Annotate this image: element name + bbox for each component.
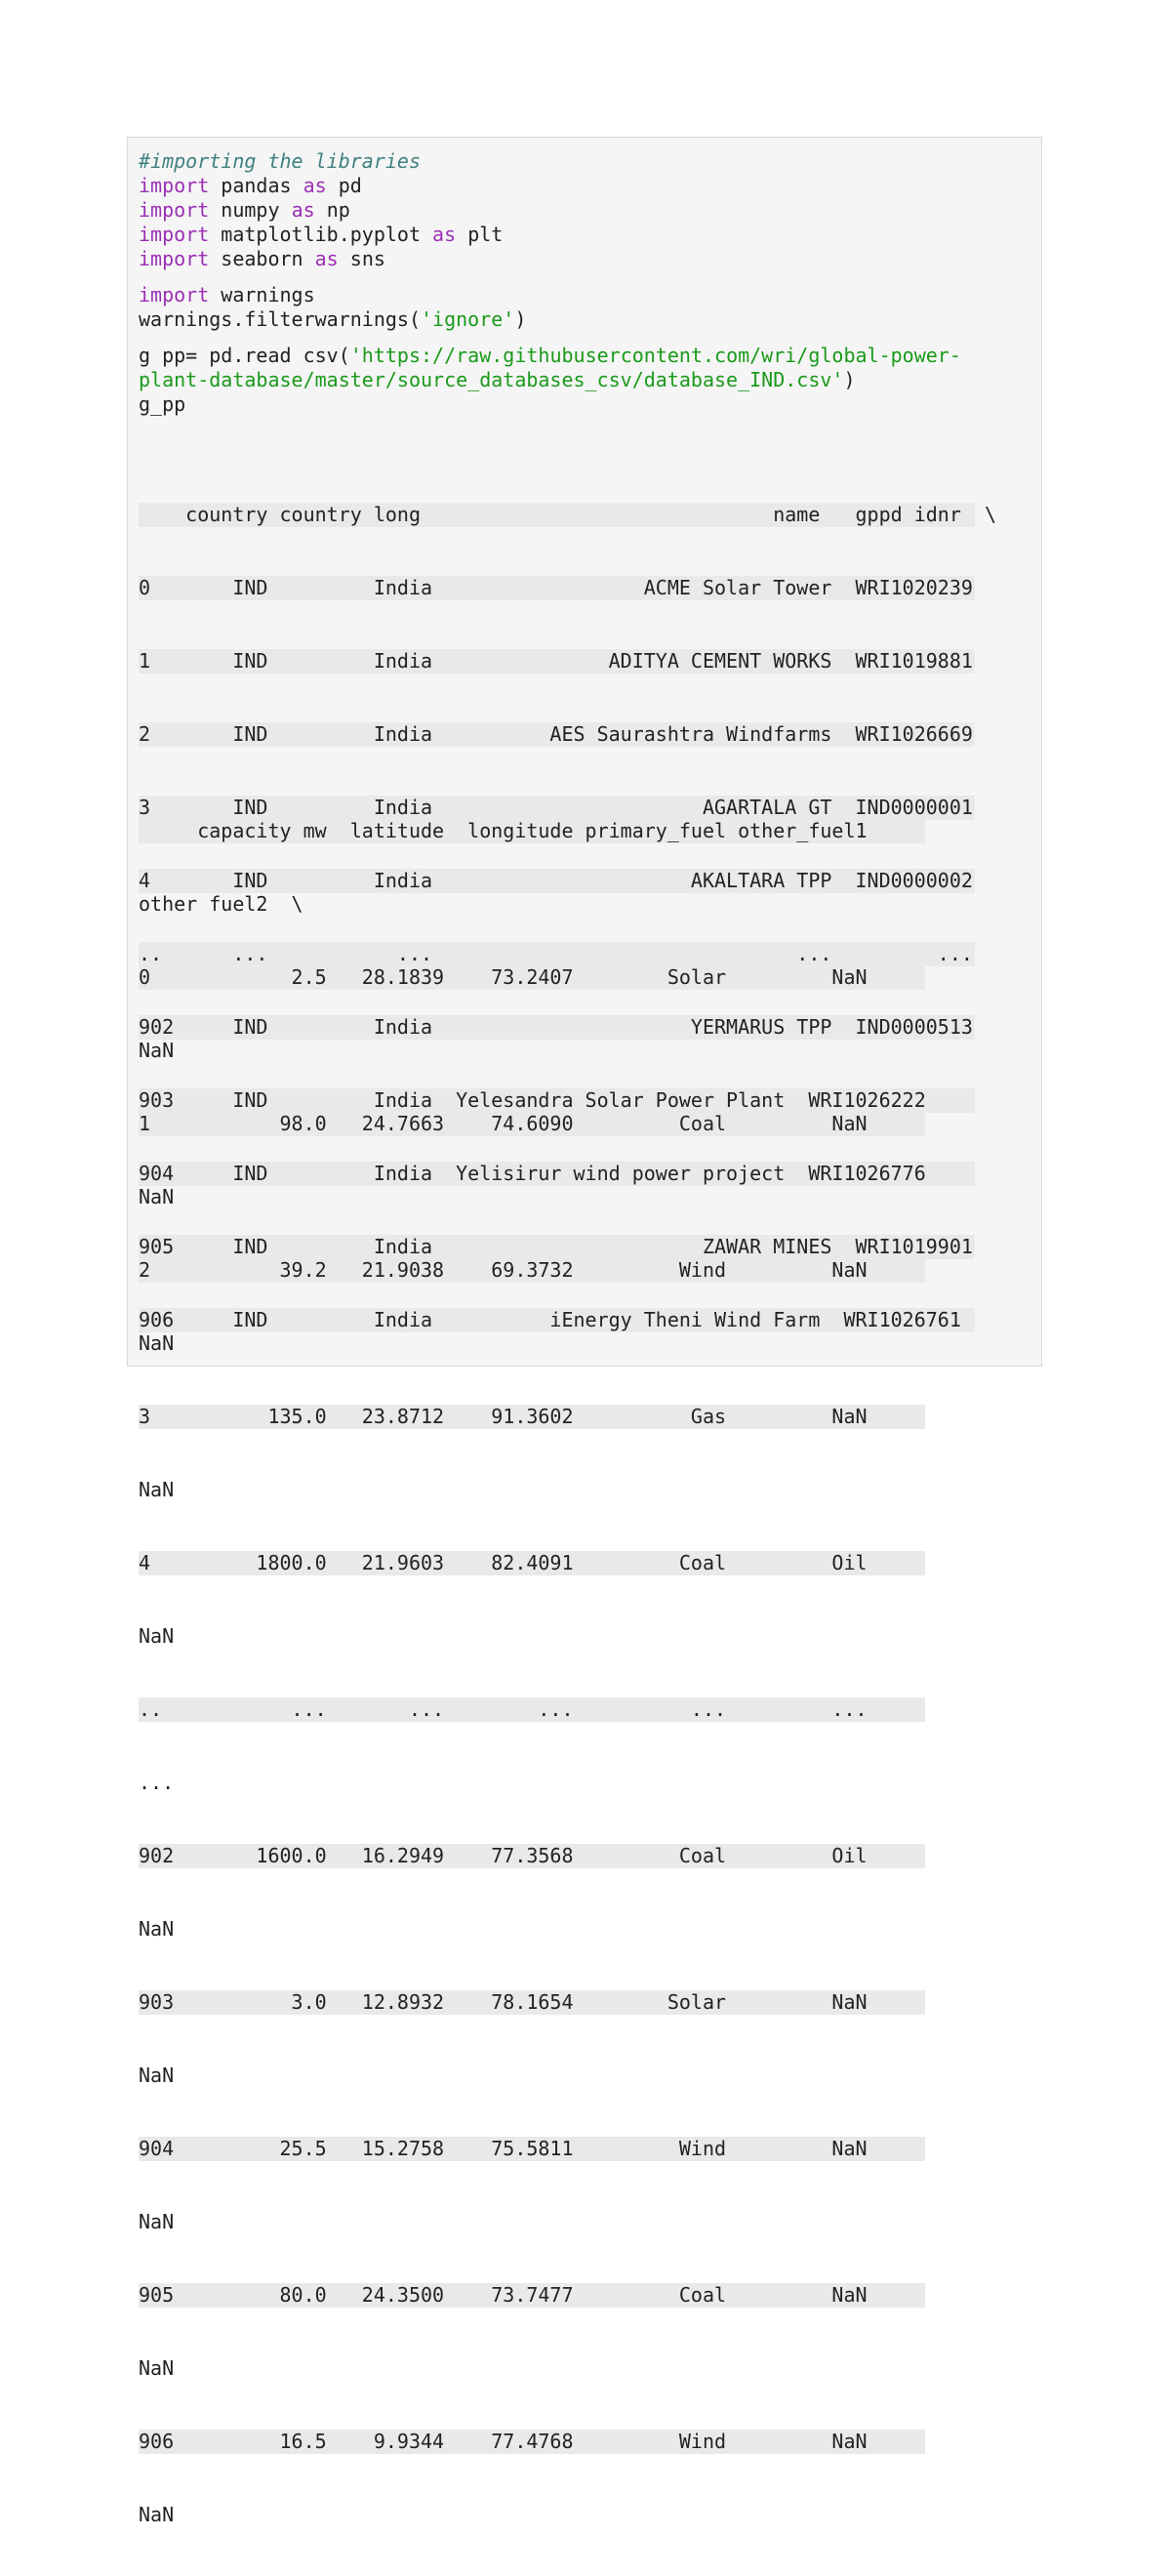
row-text: 902 IND India YERMARUS TPP IND0000513 [139, 1015, 975, 1040]
import-line [139, 223, 961, 247]
alias-name: np [326, 198, 350, 222]
dataframe-output-part2 [139, 770, 925, 2576]
table-row [139, 1258, 925, 1283]
read-csv-line-wrap [139, 368, 961, 392]
keyword: import [139, 283, 210, 307]
import-line [139, 247, 961, 271]
row-wrap-text: NaN [139, 1478, 175, 1501]
code-comment-line [139, 149, 961, 174]
import-line [139, 174, 961, 198]
url-string: 'https://raw.githubusercontent.com/wri/global-power- [349, 344, 961, 367]
table-row-wrap [139, 1331, 925, 1356]
table-row [139, 2430, 925, 2454]
row-text: 4 1800.0 21.9603 82.4091 Coal Oil [139, 1551, 925, 1575]
table-row [139, 2283, 925, 2308]
table-row [139, 576, 975, 600]
row-text: 905 80.0 24.3500 73.7477 Coal NaN [139, 2283, 925, 2308]
table-row [139, 1551, 925, 1575]
module-name: warnings [221, 283, 315, 307]
row-text: 3 135.0 23.8712 91.3602 Gas NaN [139, 1405, 925, 1429]
header-text: capacity mw latitude longitude primary_fuel other_fuel1 [139, 819, 925, 843]
url-string: plant-database/master/source_databases_csv/database_IND.csv' [139, 368, 844, 391]
paren: ) [514, 307, 527, 331]
row-text: 3 IND India AGARTALA GT IND0000001 [139, 796, 975, 820]
row-text: 904 25.5 15.2758 75.5811 Wind NaN [139, 2137, 925, 2161]
keyword: import [139, 223, 210, 246]
row-wrap-text: NaN [139, 2064, 175, 2087]
table-row [139, 2137, 925, 2161]
row-text: 905 IND India ZAWAR MINES WRI1019901 [139, 1235, 975, 1259]
table-row [139, 1405, 925, 1429]
table-row [139, 1844, 925, 1868]
keyword: import [139, 174, 210, 197]
row-wrap-text: NaN [139, 2356, 175, 2380]
keyword: as [303, 174, 327, 197]
row-text: 0 2.5 28.1839 73.2407 Solar NaN [139, 965, 925, 990]
alias-name: pd [338, 174, 362, 197]
import-line [139, 198, 961, 223]
row-text: 906 IND India iEnergy Theni Wind Farm WRI1026761 [139, 1308, 975, 1332]
keyword: as [291, 198, 315, 222]
string-literal: 'ignore' [420, 307, 515, 331]
row-text: 906 16.5 9.9344 77.4768 Wind NaN [139, 2430, 925, 2454]
expression-line [139, 392, 961, 417]
table-row-wrap [139, 1771, 925, 1795]
row-text: .. ... ... ... ... ... [139, 1697, 925, 1722]
function-call: g pp= pd.read csv( [139, 344, 350, 367]
table-row-wrap [139, 1478, 925, 1502]
row-text: 2 IND India AES Saurashtra Windfarms WRI1026669 [139, 722, 975, 747]
row-text: 1 IND India ADITYA CEMENT WORKS WRI1019881 [139, 649, 975, 674]
table-row-wrap [139, 2356, 925, 2381]
row-wrap-text: NaN [139, 2210, 175, 2233]
module-name: seaborn [221, 247, 303, 270]
read-csv-line [139, 344, 961, 368]
row-text: .. ... ... ... ... [139, 942, 975, 966]
row-text: 0 IND India ACME Solar Tower WRI1020239 [139, 576, 975, 600]
keyword: as [314, 247, 339, 270]
header-text: country country long name gppd idnr \ [139, 503, 996, 526]
keyword: import [139, 247, 210, 270]
keyword: import [139, 198, 210, 222]
table-row-wrap [139, 1624, 925, 1649]
row-text: 903 3.0 12.8932 78.1654 Solar NaN [139, 1990, 925, 2015]
row-text: 1 98.0 24.7663 74.6090 Coal NaN [139, 1112, 925, 1136]
row-text: 4 IND India AKALTARA TPP IND0000002 [139, 869, 975, 893]
module-name: numpy [221, 198, 280, 222]
alias-name: plt [467, 223, 504, 246]
table-row-wrap [139, 2503, 925, 2527]
keyword: as [432, 223, 457, 246]
table-header [139, 503, 996, 527]
row-text: 2 39.2 21.9038 69.3732 Wind NaN [139, 1258, 925, 1283]
row-text: 902 1600.0 16.2949 77.3568 Coal Oil [139, 1844, 925, 1868]
table-row [139, 1697, 925, 1722]
row-wrap-text: NaN [139, 1039, 175, 1062]
table-row [139, 1990, 925, 2015]
row-wrap-text: NaN [139, 1185, 175, 1208]
paren: ) [843, 368, 856, 391]
alias-name: sns [349, 247, 385, 270]
import-line [139, 283, 961, 307]
notebook-code-cell[interactable] [127, 137, 1042, 2526]
table-row [139, 649, 975, 674]
row-text: 904 IND India Yelisirur wind power project WRI1026776 [139, 1162, 975, 1186]
header-wrap-text: other fuel2 \ [139, 892, 303, 916]
table-header-wrap [139, 892, 925, 917]
row-wrap-text: NaN [139, 2503, 175, 2526]
table-row [139, 722, 975, 747]
table-row-wrap [139, 2064, 925, 2088]
table-row-wrap [139, 2210, 925, 2234]
filter-warnings-line [139, 307, 961, 332]
variable-name: g_pp [139, 392, 186, 416]
table-row-wrap [139, 1917, 925, 1942]
table-row-wrap [139, 1039, 925, 1063]
row-wrap-text: NaN [139, 1917, 175, 1941]
table-row [139, 1112, 925, 1136]
row-wrap-text: NaN [139, 1331, 175, 1355]
table-row-wrap [139, 1185, 925, 1209]
code-comment: #importing the libraries [139, 149, 421, 173]
module-name: pandas [221, 174, 292, 197]
table-header [139, 819, 925, 843]
row-wrap-text: ... [139, 1771, 175, 1794]
module-name: matplotlib.pyplot [221, 223, 421, 246]
row-text: 903 IND India Yelesandra Solar Power Plant WRI1026222 [139, 1088, 975, 1113]
row-wrap-text: NaN [139, 1624, 175, 1648]
code-editor[interactable] [139, 149, 961, 417]
function-call: warnings.filterwarnings( [139, 307, 421, 331]
table-row [139, 965, 925, 990]
